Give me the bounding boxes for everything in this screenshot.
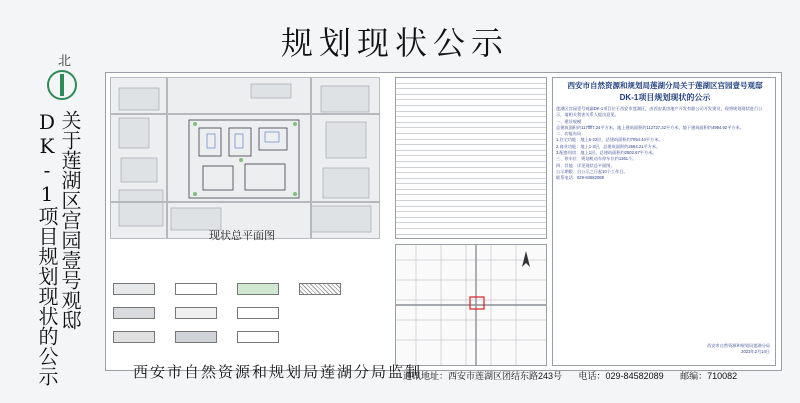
- notice-paragraph: 联系电话：029-84582089: [556, 175, 604, 181]
- site-plan-map: [110, 77, 380, 239]
- north-arrow-icon: [47, 70, 77, 100]
- site-plan-drawing: [111, 78, 379, 238]
- legend-swatch: [175, 331, 217, 343]
- footer-agency: 西安市自然资源和规划局莲湖分局监制: [133, 363, 423, 381]
- legend-swatch: [237, 331, 279, 343]
- north-label: 北: [58, 54, 72, 69]
- board-title: 规划现状公示: [280, 24, 509, 62]
- notice-paragraph: 2.商业功能：地上1-3层，总建筑面积约2664.21平方米。: [556, 143, 661, 149]
- legend-swatch: [175, 283, 217, 295]
- notice-heading-line1: 西安市自然资源和规划局莲湖分局关于莲湖区宫园壹号观邸: [567, 81, 763, 90]
- indicator-table: [395, 77, 547, 239]
- notice-body: [556, 106, 770, 182]
- legend-swatch: [175, 307, 217, 319]
- legend-swatch: [113, 307, 155, 319]
- notice-paragraph: 一、建设规模: [556, 118, 582, 124]
- notice-paragraph: 总建筑面积约117ffff7.24平方米，地上建筑面积约112727.32平方米，地下建筑面积约4994.92平方米。: [556, 124, 744, 130]
- notice-signature: [665, 343, 770, 355]
- location-map-drawing: [396, 245, 546, 365]
- site-plan-caption: 现状总平面图: [209, 230, 275, 242]
- vertical-title-line1: 关于莲湖区宫园壹号观邸: [58, 110, 82, 330]
- legend-swatch: [113, 283, 155, 295]
- footer-contact: [403, 369, 751, 382]
- vertical-title-line2: DK-1项目规划现状的公示: [35, 110, 59, 386]
- location-map: [395, 244, 547, 366]
- legend-swatch: [237, 283, 279, 295]
- notice-paragraph: 公示期限：自公示之日起10个工作日。: [556, 168, 628, 174]
- legend-swatch: [113, 331, 155, 343]
- notice-paragraph: 3.配套用房：地上1层，总建筑面积约2502.67平方米。: [556, 150, 657, 156]
- notice-paragraph: 四、其他：详见现状总平面图。: [556, 162, 615, 168]
- notice-sign-date: 2023年2月14日: [741, 349, 770, 354]
- footer-phone: 电话：029-84582089: [578, 371, 664, 381]
- notice-paragraph: 莲湖区宫园壹号观邸DK-1项目位于西安市莲湖区，由西安某房地产开发有限公司开发建设，现将规划现状进行公示，请相关利害关系人提出意见。: [556, 106, 763, 118]
- legend-swatch: [237, 307, 279, 319]
- footer-postcode: 邮编：710082: [680, 371, 738, 381]
- legend: [113, 283, 375, 363]
- legend-swatch: [299, 283, 341, 295]
- notice-heading-line2: DK-1项目规划现状的公示: [619, 93, 711, 102]
- notice-paragraph: 三、停车位：规划机动车停车位约1361个。: [556, 156, 637, 162]
- notice-sign-agency: 西安市自然资源和规划局莲湖分局: [707, 343, 770, 348]
- footer-address: 通讯地址：西安市莲湖区团结东路243号: [403, 371, 563, 381]
- notice-paragraph: 二、功能布局: [556, 131, 582, 137]
- notice-paragraph: 1.住宅功能：地上5-22层，总建筑面积约7054.44平方米。: [556, 137, 663, 143]
